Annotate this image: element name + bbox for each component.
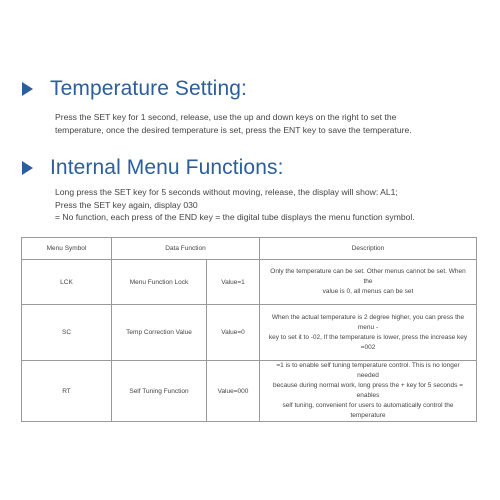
table-row <box>22 361 477 422</box>
triangle-bullet-icon <box>22 82 33 96</box>
description-line: because during normal work, long press the + key for 5 seconds = enables <box>272 382 464 399</box>
data-function-cell: Menu Function Lock <box>112 260 207 305</box>
description-line: self tuning, convenient for users to automatically control the temperature <box>282 402 454 419</box>
data-function-cell: Self Tuning Function <box>112 361 207 422</box>
section-title: Internal Menu Functions: <box>50 156 284 179</box>
menu-symbol-cell: SC <box>22 305 112 361</box>
paragraph-line: Press the SET key for 1 second, release, use the up and down keys on the right to set the <box>55 112 397 122</box>
section-heading-internal-menu <box>22 156 284 180</box>
table-row <box>22 305 477 361</box>
section-title: Temperature Setting: <box>50 77 247 100</box>
header-data-function: Data Function <box>112 238 260 260</box>
paragraph-line: Long press the SET key for 5 seconds without moving, release, the display will show: AL1; <box>55 187 398 197</box>
menu-functions-table <box>21 237 477 422</box>
description-line: =1 is to enable self tuning temperature control. This is no longer needed <box>276 362 460 379</box>
temperature-setting-paragraph <box>55 111 455 136</box>
paragraph-line: = No function, each press of the END key = the digital tube displays the menu function symbol. <box>55 212 415 222</box>
description-line: key to set it to -02, If the temperature is lower, press the increase key =002 <box>268 333 468 351</box>
data-function-cell: Temp Correction Value <box>112 305 207 361</box>
description-line: Only the temperature can be set. Other menus cannot be set. When the <box>270 268 466 285</box>
value-cell: Value=000 <box>207 361 260 422</box>
description-line: value is 0, all menus can be set <box>322 288 414 295</box>
description-cell <box>260 305 477 361</box>
value-cell: Value=0 <box>207 305 260 361</box>
header-menu-symbol: Menu Symbol <box>22 238 112 260</box>
menu-symbol-cell: RT <box>22 361 112 422</box>
description-cell <box>260 361 477 422</box>
description-cell <box>260 260 477 305</box>
internal-menu-paragraph <box>55 186 475 224</box>
section-heading-temperature-setting <box>22 77 247 101</box>
header-description: Description <box>260 238 477 260</box>
description-line: When the actual temperature is 2 degree higher, you can press the menu - <box>271 313 465 331</box>
table-row <box>22 260 477 305</box>
triangle-bullet-icon <box>22 161 33 175</box>
menu-symbol-cell: LCK <box>22 260 112 305</box>
paragraph-line: Press the SET key again, display 030 <box>55 199 198 210</box>
value-cell: Value=1 <box>207 260 260 305</box>
paragraph-line: temperature, once the desired temperature is set, press the ENT key to save the temperature. <box>55 124 412 135</box>
table-header-row <box>22 238 477 260</box>
